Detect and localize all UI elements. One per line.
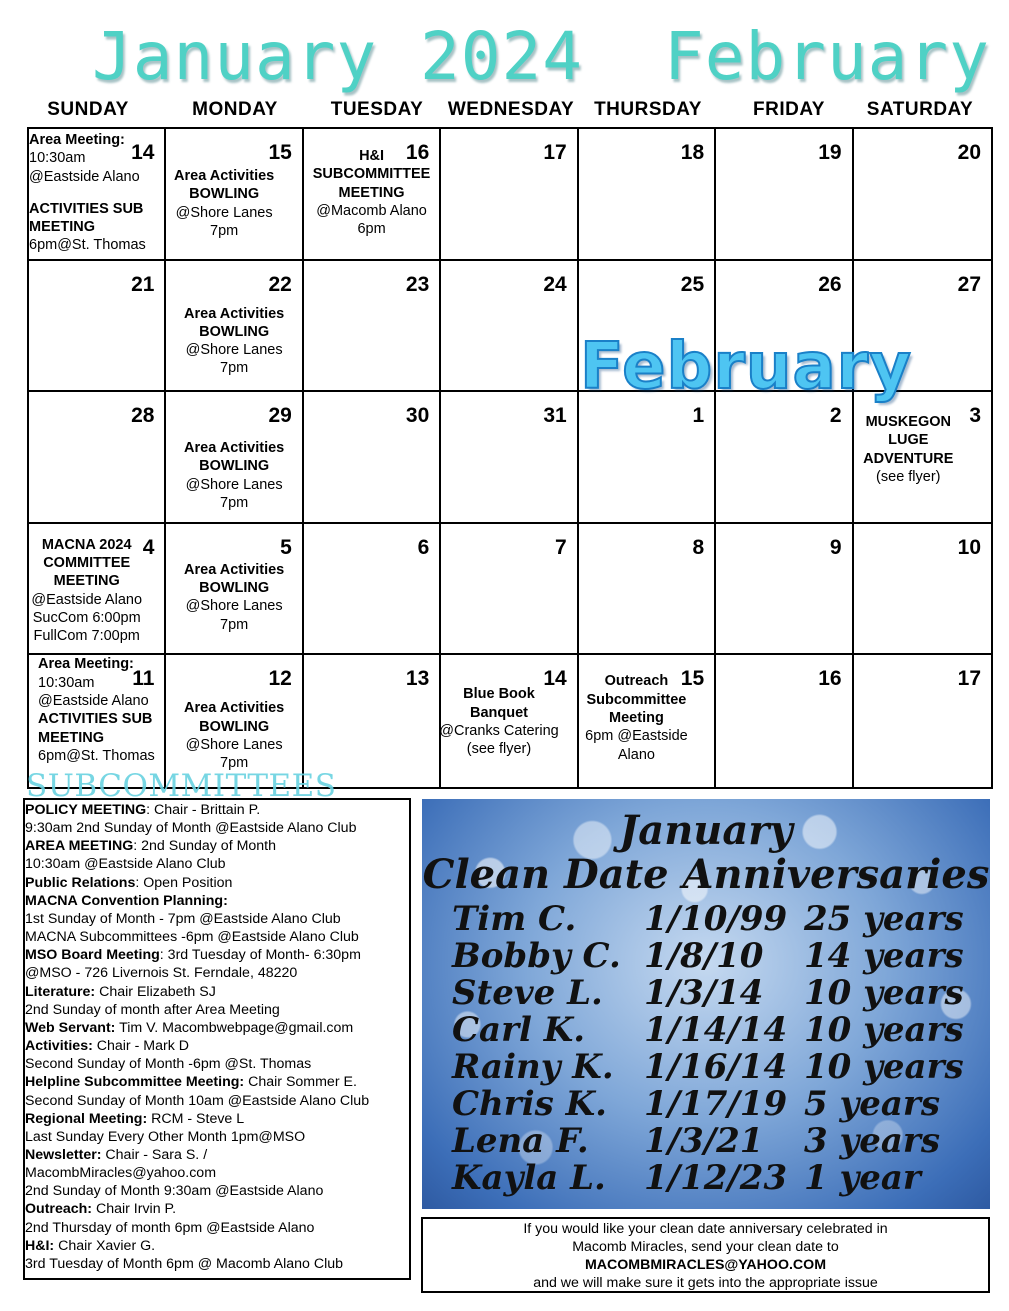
title-year: 2024 xyxy=(420,18,583,95)
day-cell xyxy=(166,392,303,524)
event-line: Area Activities xyxy=(184,440,285,457)
subcommittee-label: Activities: xyxy=(25,1038,93,1055)
day-number: 14 xyxy=(543,667,567,691)
subcommittee-detail: 2nd Thursday of month 6pm @Eastside Alano xyxy=(25,1219,315,1236)
event-line: 6pm@St. Thomas xyxy=(38,747,155,764)
day-events xyxy=(166,699,301,772)
subcommittee-detail: 2nd Sunday of month after Area Meeting xyxy=(25,1001,280,1018)
subcommittee-line xyxy=(25,1019,409,1037)
day-number: 22 xyxy=(268,272,292,296)
subcommittee-line xyxy=(25,1128,409,1146)
note-line: If you would like your clean date anniversary celebrated in xyxy=(523,1221,888,1237)
event-line: @Cranks Catering xyxy=(439,722,559,739)
anniversary-date: 1/17/19 xyxy=(644,1084,788,1124)
event-line: @Shore Lanes xyxy=(185,342,283,359)
day-events xyxy=(840,413,977,486)
day-events xyxy=(166,439,301,512)
day-number: 3 xyxy=(969,404,981,428)
event-line: Blue Book xyxy=(463,686,535,703)
event-line: COMMITTEE xyxy=(43,555,131,572)
anniversary-date: 1/3/14 xyxy=(644,973,764,1013)
subcommittee-detail: Chair Xavier G. xyxy=(54,1237,156,1254)
subcommittee-line xyxy=(25,1055,409,1073)
subcommittee-line xyxy=(25,874,409,892)
anniversary-name: Carl K. xyxy=(452,1010,586,1050)
subcommittee-line xyxy=(25,964,409,982)
event-line: ACTIVITIES SUB xyxy=(29,200,144,217)
day-cell xyxy=(304,392,441,524)
event-line: 7pm xyxy=(220,495,249,512)
day-number: 23 xyxy=(405,272,430,296)
subcommittee-line xyxy=(25,1146,409,1164)
subcommittee-label: Literature: xyxy=(25,983,96,1000)
anniversary-name: Kayla L. xyxy=(452,1158,606,1198)
day-cell xyxy=(441,129,578,261)
day-number: 11 xyxy=(132,667,155,691)
note-line: Macomb Miracles, send your clean date to xyxy=(572,1239,839,1255)
anniversary-date: 1/10/99 xyxy=(644,899,788,939)
subcommittee-line xyxy=(25,819,409,837)
weekday-label: SUNDAY xyxy=(47,99,129,120)
day-cell xyxy=(854,524,991,656)
day-number: 21 xyxy=(131,272,155,296)
event-line: BOWLING xyxy=(199,323,270,340)
anniversary-row xyxy=(422,1158,990,1198)
day-events xyxy=(569,672,704,763)
event-line: 7pm xyxy=(220,360,249,377)
anniversary-date: 1/3/21 xyxy=(644,1121,764,1161)
day-cell xyxy=(579,392,716,524)
note-email: MACOMBMIRACLES@YAHOO.COM xyxy=(584,1257,827,1273)
subcommittee-detail: : 2nd Sunday of Month xyxy=(133,838,277,855)
anniversary-years: 5 years xyxy=(804,1084,940,1124)
subcommittee-line xyxy=(25,1092,409,1110)
anniversaries-heading-month: January xyxy=(619,807,793,854)
event-line: 6pm @Eastside xyxy=(585,728,688,745)
event-line: ACTIVITIES SUB xyxy=(38,711,153,728)
subcommittee-line xyxy=(25,983,409,1001)
subcommittee-line xyxy=(25,928,409,946)
anniversary-row xyxy=(422,1047,990,1087)
day-number: 27 xyxy=(957,272,981,296)
event-line: MEETING xyxy=(338,184,405,201)
title-month-left: January xyxy=(92,18,378,95)
day-number: 26 xyxy=(818,272,842,296)
anniversary-years: 3 years xyxy=(804,1121,940,1161)
day-number: 12 xyxy=(268,667,292,691)
event-line: ADVENTURE xyxy=(863,450,954,467)
subcommittee-detail: Second Sunday of Month 10am @Eastside Alano Club xyxy=(25,1092,370,1109)
day-number: 29 xyxy=(268,404,292,428)
day-cell xyxy=(304,129,441,261)
day-number: 9 xyxy=(829,535,842,559)
subcommittee-detail: 2nd Sunday of Month 9:30am @Eastside Alano xyxy=(25,1183,324,1200)
event-line: MEETING xyxy=(29,219,96,236)
weekday-label: THURSDAY xyxy=(594,99,702,120)
subcommittee-label: H&I: xyxy=(25,1237,55,1254)
subcommittee-line xyxy=(25,1073,409,1091)
day-cell xyxy=(441,261,578,393)
subcommittee-label: MSO Board Meeting xyxy=(25,947,160,964)
calendar-title xyxy=(0,18,1009,108)
anniversary-row xyxy=(422,1084,990,1124)
anniversary-years: 14 years xyxy=(804,936,964,976)
anniversary-name: Lena F. xyxy=(452,1121,589,1161)
subcommittees-list xyxy=(23,798,411,1280)
day-cell xyxy=(716,655,853,787)
day-events xyxy=(29,131,164,255)
day-number: 31 xyxy=(543,404,567,428)
anniversary-name: Bobby C. xyxy=(452,936,621,976)
subcommittee-line xyxy=(25,855,409,873)
event-line: @Shore Lanes xyxy=(185,736,283,753)
event-line: 6pm xyxy=(357,221,386,238)
event-line: MACNA 2024 xyxy=(41,536,132,553)
anniversary-years: 10 years xyxy=(804,1010,964,1050)
event-line: BOWLING xyxy=(199,458,270,475)
subcommittee-detail: MACNA Subcommittees -6pm @Eastside Alano Club xyxy=(25,929,359,946)
subcommittee-line xyxy=(25,1110,409,1128)
subcommittee-line xyxy=(25,1164,409,1182)
subcommittee-label: Regional Meeting: xyxy=(25,1110,148,1127)
event-line: Area Activities xyxy=(184,561,285,578)
anniversary-years: 1 year xyxy=(804,1158,921,1198)
day-cell xyxy=(854,392,991,524)
day-number: 20 xyxy=(957,141,981,164)
event-line: Area Meeting: xyxy=(38,656,134,673)
day-number: 16 xyxy=(405,141,430,164)
day-number: 6 xyxy=(417,535,430,559)
subcommittee-detail: @MSO - 726 Livernois St. Ferndale, 48220 xyxy=(25,965,298,982)
event-line: Area Activities xyxy=(174,168,275,184)
weekday-label: TUESDAY xyxy=(330,99,424,120)
day-cell xyxy=(716,392,853,524)
title-month-right: February xyxy=(664,18,990,95)
anniversary-years: 10 years xyxy=(804,973,964,1013)
weekday-label: MONDAY xyxy=(192,99,278,120)
day-number: 17 xyxy=(957,667,981,691)
subcommittee-detail: 3rd Tuesday of Month 6pm @ Macomb Alano Club xyxy=(25,1255,344,1272)
event-line: @Shore Lanes xyxy=(175,204,273,221)
anniversary-row xyxy=(422,1010,990,1050)
subcommittee-detail: : Open Position xyxy=(135,874,233,891)
event-line: 7pm xyxy=(220,616,249,633)
day-cell xyxy=(579,129,716,261)
subcommittee-label: AREA MEETING xyxy=(25,838,134,855)
day-cell xyxy=(304,524,441,656)
event-line: Subcommittee xyxy=(586,691,687,708)
event-line: Banquet xyxy=(469,704,528,721)
note-line: and we will make sure it gets into the appropriate issue xyxy=(533,1275,878,1291)
anniversary-name: Chris K. xyxy=(452,1084,607,1124)
day-events xyxy=(19,536,154,646)
day-cell xyxy=(441,392,578,524)
event-line: 7pm xyxy=(220,755,249,772)
weekday-label: WEDNESDAY xyxy=(447,99,575,120)
subcommittee-detail: Tim V. Macombwebpage@gmail.com xyxy=(115,1019,354,1036)
day-number: 14 xyxy=(131,141,155,164)
subcommittee-detail: Second Sunday of Month -6pm @St. Thomas xyxy=(25,1056,312,1073)
day-number: 18 xyxy=(680,141,705,164)
event-line: BOWLING xyxy=(189,186,260,203)
subcommittee-line xyxy=(25,910,409,928)
event-line: @Macomb Alano xyxy=(316,202,427,219)
day-number: 5 xyxy=(280,535,292,559)
anniversary-row xyxy=(422,1121,990,1161)
day-number: 1 xyxy=(692,404,705,428)
day-events xyxy=(166,561,301,634)
event-line: SUBCOMMITTEE xyxy=(312,166,431,183)
day-cell xyxy=(166,261,303,393)
day-number: 16 xyxy=(818,667,842,691)
subcommittee-detail: RCM - Steve L xyxy=(147,1110,245,1127)
event-line: 10:30am xyxy=(38,674,95,691)
event-line: 7pm xyxy=(210,222,239,239)
day-events xyxy=(431,685,566,758)
anniversary-name: Tim C. xyxy=(452,899,577,939)
subcommittee-line xyxy=(25,1237,409,1255)
subcommittee-line xyxy=(25,801,409,819)
event-line: LUGE xyxy=(888,432,929,449)
anniversary-years: 10 years xyxy=(804,1047,964,1087)
subcommittee-line xyxy=(25,946,409,964)
event-line: Area Meeting: xyxy=(29,132,125,148)
subcommittee-line xyxy=(25,1001,409,1019)
subcommittee-label: Web Servant: xyxy=(25,1019,116,1036)
day-cell xyxy=(166,524,303,656)
anniversary-note xyxy=(421,1217,990,1293)
subcommittee-detail: 1st Sunday of Month - 7pm @Eastside Alano Club xyxy=(25,910,341,927)
anniversary-date: 1/8/10 xyxy=(644,936,764,976)
event-line: MUSKEGON xyxy=(865,414,951,431)
anniversary-date: 1/12/23 xyxy=(644,1158,788,1198)
event-line: FullCom 7:00pm xyxy=(33,628,140,645)
day-number: 19 xyxy=(818,141,842,164)
event-line: BOWLING xyxy=(199,718,270,735)
day-number: 24 xyxy=(543,272,567,296)
day-events xyxy=(38,655,164,765)
subcommittee-label: Outreach: xyxy=(25,1201,93,1218)
day-number: 13 xyxy=(405,667,430,691)
day-number: 30 xyxy=(405,404,430,428)
day-events xyxy=(166,305,301,378)
subcommittee-detail: Chair - Sara S. / xyxy=(101,1146,208,1163)
day-number: 15 xyxy=(268,141,292,164)
subcommittee-line xyxy=(25,892,409,910)
anniversaries-heading: Clean Date Anniversaries xyxy=(422,851,990,898)
day-number: 2 xyxy=(829,404,842,428)
day-number: 10 xyxy=(957,535,981,559)
event-line xyxy=(29,186,164,200)
day-number: 8 xyxy=(692,535,705,559)
event-line: (see flyer) xyxy=(466,741,532,758)
day-number: 4 xyxy=(142,535,155,559)
subcommittee-detail: MacombMiracles@yahoo.com xyxy=(25,1165,217,1182)
event-line: @Eastside Alano xyxy=(31,591,143,608)
day-cell xyxy=(441,655,578,787)
day-number: 28 xyxy=(131,404,155,428)
event-line: (see flyer) xyxy=(876,469,941,486)
day-cell xyxy=(854,655,991,787)
day-cell xyxy=(29,129,166,261)
anniversary-row xyxy=(422,899,990,939)
event-line: SucCom 6:00pm xyxy=(32,609,141,626)
event-line: Meeting xyxy=(609,709,664,726)
event-line: @Shore Lanes xyxy=(185,598,283,615)
subcommittee-line xyxy=(25,1255,409,1273)
day-cell xyxy=(716,524,853,656)
anniversary-name: Rainy K. xyxy=(452,1047,614,1087)
event-line: Area Activities xyxy=(184,305,285,322)
weekday-label: FRIDAY xyxy=(753,99,825,120)
subcommittee-line xyxy=(25,837,409,855)
day-events xyxy=(156,167,291,240)
day-cell xyxy=(29,261,166,393)
day-cell xyxy=(29,392,166,524)
event-line: @Eastside Alano xyxy=(38,692,149,709)
subcommittee-line xyxy=(25,1200,409,1218)
subcommittee-detail: : 3rd Tuesday of Month- 6:30pm xyxy=(159,947,361,964)
event-line: Alano xyxy=(617,746,655,763)
subcommittee-detail: Last Sunday Every Other Month 1pm@MSO xyxy=(25,1128,306,1145)
anniversary-row xyxy=(422,936,990,976)
subcommittees-heading: SUBCOMMITTEES xyxy=(26,768,337,804)
day-cell xyxy=(716,129,853,261)
calendar-grid xyxy=(27,127,993,789)
subcommittee-detail: : Chair - Brittain P. xyxy=(146,802,261,818)
subcommittee-detail: Chair - Mark D xyxy=(92,1038,189,1055)
subcommittee-label: Helpline Subcommittee Meeting: xyxy=(25,1074,245,1091)
subcommittee-label: Newsletter: xyxy=(25,1146,102,1163)
day-cell xyxy=(579,655,716,787)
day-number: 25 xyxy=(680,272,705,296)
february-overlay-text: February xyxy=(580,330,912,404)
event-line: @Eastside Alano xyxy=(29,168,140,185)
subcommittee-line xyxy=(25,1037,409,1055)
day-cell xyxy=(854,129,991,261)
event-line: 6pm@St. Thomas xyxy=(29,237,146,254)
subcommittee-label: POLICY MEETING xyxy=(25,802,147,818)
day-events xyxy=(304,147,439,238)
event-line: MEETING xyxy=(53,573,120,590)
day-number: 15 xyxy=(680,667,705,691)
day-cell xyxy=(166,129,303,261)
event-line: H&I xyxy=(359,148,385,164)
day-cell xyxy=(304,261,441,393)
subcommittee-detail: Chair Irvin P. xyxy=(92,1201,177,1218)
anniversary-row xyxy=(422,973,990,1013)
subcommittee-label: MACNA Convention Planning: xyxy=(25,892,228,909)
subcommittee-line xyxy=(25,1219,409,1237)
anniversary-name: Steve L. xyxy=(452,973,603,1013)
weekday-label: SATURDAY xyxy=(866,99,974,120)
day-cell xyxy=(579,524,716,656)
day-cell xyxy=(441,524,578,656)
anniversary-date: 1/14/14 xyxy=(644,1010,788,1050)
day-cell xyxy=(29,524,166,656)
event-line: 10:30am xyxy=(29,150,86,167)
day-number: 17 xyxy=(543,141,567,164)
event-line: @Shore Lanes xyxy=(185,476,283,493)
subcommittee-detail: Chair Sommer E. xyxy=(244,1074,357,1091)
event-line: MEETING xyxy=(38,729,105,746)
anniversaries-panel xyxy=(422,799,990,1209)
anniversary-date: 1/16/14 xyxy=(644,1047,788,1087)
subcommittee-line xyxy=(25,1182,409,1200)
event-line: BOWLING xyxy=(199,580,270,597)
event-line: Area Activities xyxy=(184,700,285,717)
subcommittee-detail: 10:30am @Eastside Alano Club xyxy=(25,856,226,873)
day-number: 7 xyxy=(555,535,567,559)
subcommittee-detail: 9:30am 2nd Sunday of Month @Eastside Alano Club xyxy=(25,820,357,837)
event-line: Outreach xyxy=(604,673,669,690)
subcommittee-label: Public Relations xyxy=(25,874,136,891)
anniversary-years: 25 years xyxy=(804,899,964,939)
subcommittee-detail: Chair Elizabeth SJ xyxy=(95,983,216,1000)
